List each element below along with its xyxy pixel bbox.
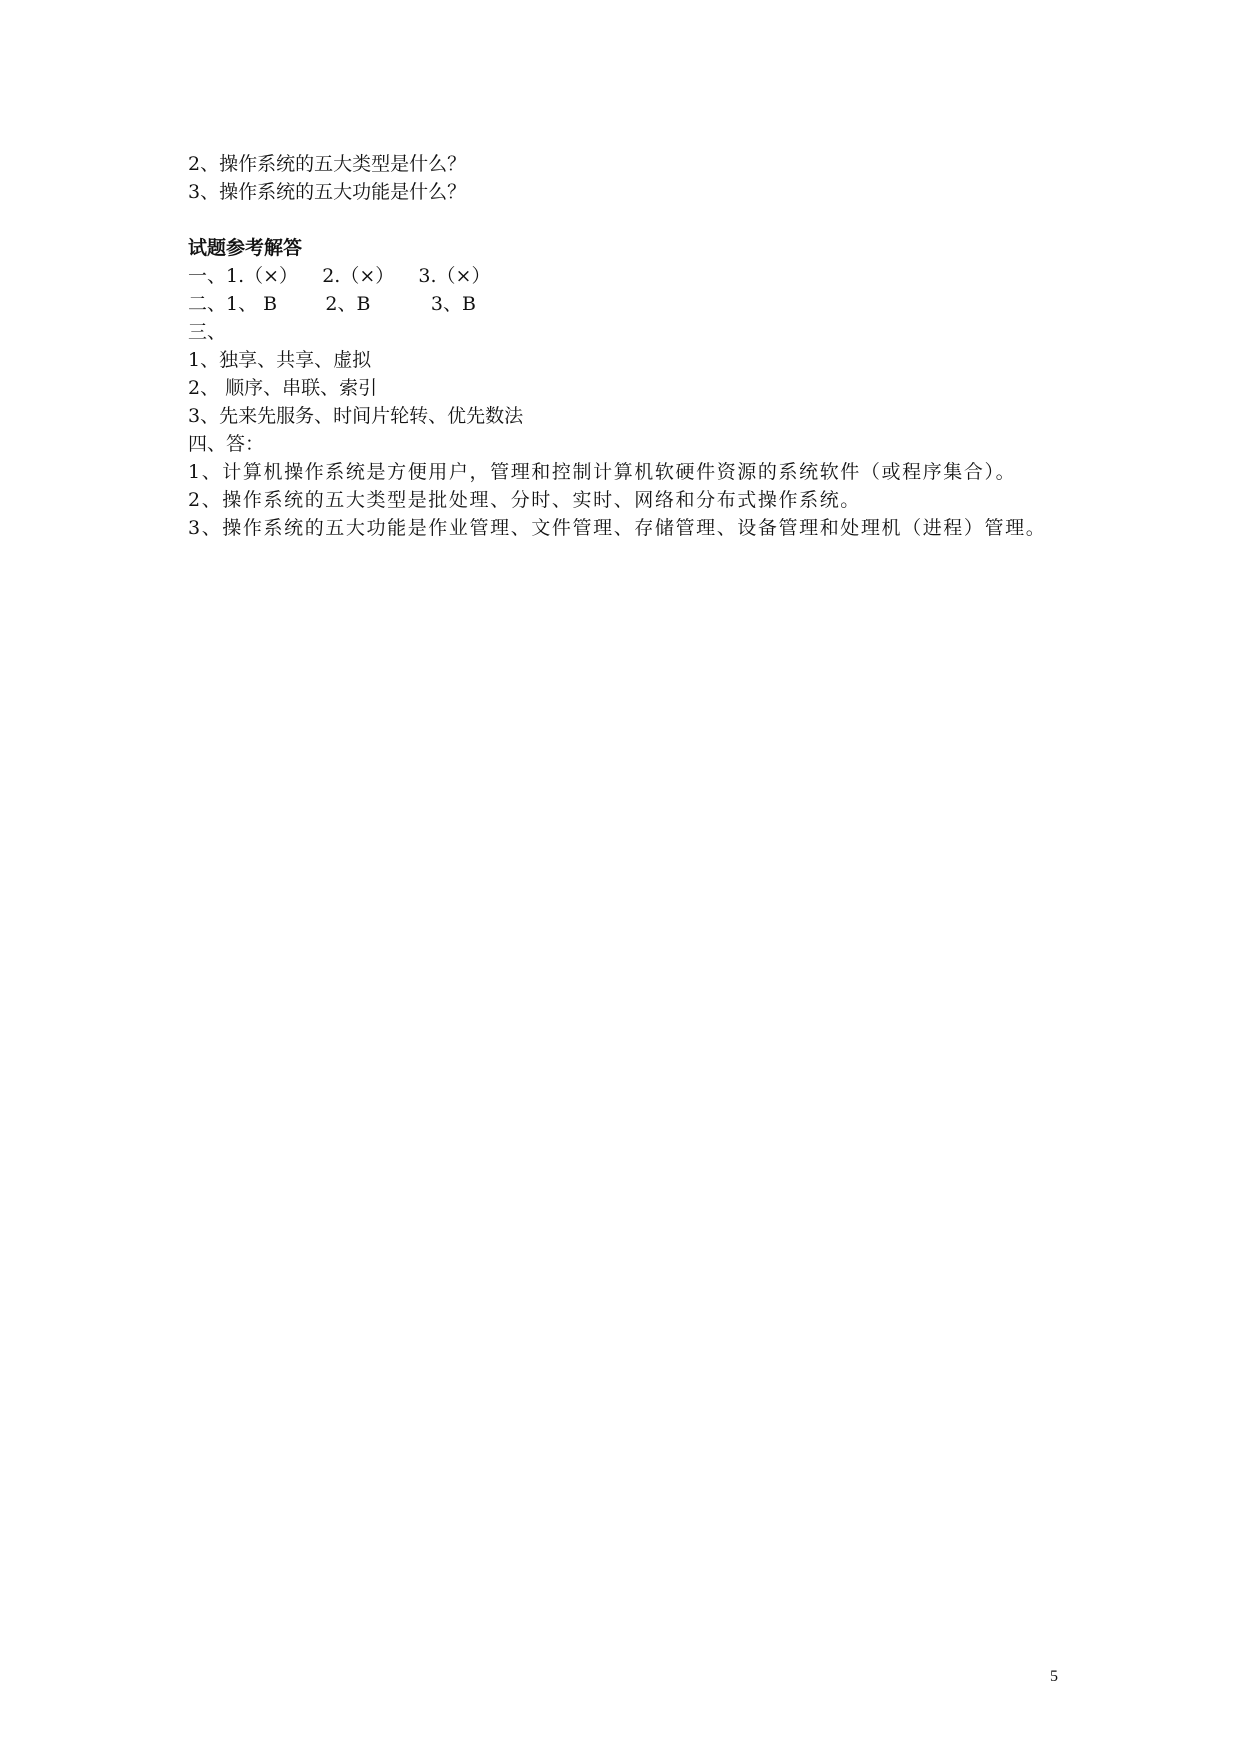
answers-section-4-label: 四、答： bbox=[188, 433, 265, 455]
question-3: 3、操作系统的五大功能是什么？ bbox=[188, 181, 467, 203]
answers-section-4-item-2: 2、操作系统的五大类型是批处理、分时、实时、网络和分布式操作系统。 bbox=[188, 489, 861, 511]
question-list bbox=[188, 150, 1060, 206]
answers-section-3-item-3: 3、先来先服务、时间片轮转、优先数法 bbox=[188, 405, 524, 427]
answer-key bbox=[188, 234, 1060, 542]
answers-section-3-item-1: 1、独享、共享、虚拟 bbox=[188, 349, 372, 371]
answers-section-3-item-2: 2、 顺序、串联、索引 bbox=[188, 377, 378, 399]
answers-section-3-label: 三、 bbox=[188, 321, 227, 343]
answers-section-4-item-3: 3、操作系统的五大功能是作业管理、文件管理、存储管理、设备管理和处理机（进程）管理。 bbox=[188, 517, 1047, 539]
answers-section-2: 二、1、 B 2、B 3、B bbox=[188, 293, 476, 315]
question-2: 2、操作系统的五大类型是什么？ bbox=[188, 153, 467, 175]
answers-heading: 试题参考解答 bbox=[188, 237, 303, 259]
page-number: 5 bbox=[1050, 1668, 1058, 1685]
answers-section-4-item-1: 1、计算机操作系统是方便用户，管理和控制计算机软硬件资源的系统软件（或程序集合）。 bbox=[188, 461, 1017, 483]
answers-section-1: 一、1.（×） 2.（×） 3.（×） bbox=[188, 265, 491, 287]
